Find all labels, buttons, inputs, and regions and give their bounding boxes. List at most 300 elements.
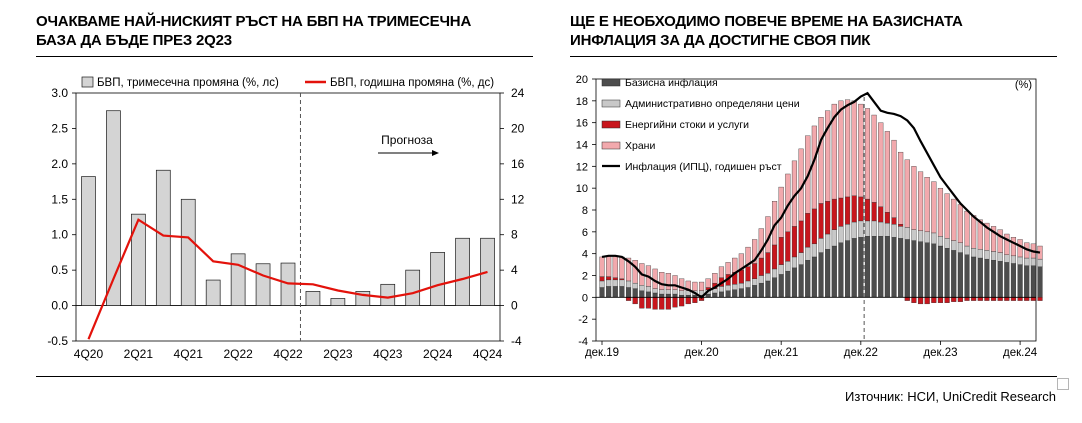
core-inflation-bar (839, 243, 844, 298)
corner-marker (1057, 378, 1069, 390)
legend-label-line: БВП, годишна промяна (%, дс) (330, 77, 495, 89)
energy-bar (958, 297, 963, 301)
energy-bar (779, 237, 784, 264)
admin-prices-bar (799, 253, 804, 265)
admin-prices-bar (746, 281, 751, 288)
food-bar (965, 211, 970, 246)
food-bar (693, 282, 698, 291)
admin-prices-bar (892, 224, 897, 237)
core-inflation-bar (998, 261, 1003, 297)
admin-prices-bar (985, 250, 990, 259)
core-inflation-bar (1024, 266, 1029, 298)
food-bar (878, 123, 883, 207)
admin-prices-bar (878, 222, 883, 236)
admin-prices-bar (998, 253, 1003, 262)
left-axis-label: 2.0 (51, 156, 68, 171)
admin-prices-bar (779, 265, 784, 275)
energy-bar (1011, 297, 1016, 300)
energy-bar (606, 277, 611, 280)
food-bar (732, 258, 737, 272)
food-bar (918, 172, 923, 231)
admin-prices-bar (639, 285, 644, 290)
energy-bar (812, 209, 817, 244)
core-inflation-bar (931, 244, 936, 297)
admin-prices-bar (653, 289, 658, 293)
core-inflation-bar (606, 286, 611, 297)
core-inflation-bar (712, 293, 717, 297)
y-axis-label: 4 (581, 248, 588, 261)
food-bar (971, 215, 976, 248)
admin-prices-bar (1004, 255, 1009, 263)
admin-prices-bar (965, 246, 970, 255)
gdp-qoq-bar (481, 238, 495, 305)
admin-prices-bar (732, 284, 737, 289)
admin-prices-bar (719, 286, 724, 291)
legend-admin-swatch (602, 100, 620, 107)
bottom-rule (36, 376, 1057, 377)
core-inflation-bar (792, 268, 797, 297)
core-inflation-bar (858, 237, 863, 297)
energy-bar (832, 199, 837, 230)
food-bar (951, 199, 956, 240)
admin-prices-bar (898, 226, 903, 238)
unit-label: (%) (1014, 79, 1032, 91)
core-inflation-bar (600, 288, 605, 298)
admin-prices-bar (613, 280, 618, 287)
energy-bar (938, 297, 943, 302)
energy-bar (799, 221, 804, 253)
admin-prices-bar (819, 238, 824, 252)
food-bar (872, 115, 877, 202)
gdp-qoq-bar (231, 254, 245, 306)
energy-bar (819, 203, 824, 238)
legend-admin-label: Административно определяни цени (625, 98, 800, 110)
admin-prices-bar (918, 231, 923, 242)
y-axis-label: 20 (575, 74, 588, 86)
core-inflation-bar (726, 291, 731, 298)
food-bar (1004, 234, 1009, 255)
core-inflation-bar (852, 238, 857, 297)
core-inflation-bar (978, 258, 983, 297)
gdp-qoq-bar (406, 270, 420, 305)
left-axis-label: -0.5 (47, 334, 68, 348)
admin-prices-bar (679, 291, 684, 295)
energy-bar (839, 198, 844, 226)
admin-prices-bar (805, 247, 810, 260)
admin-prices-bar (620, 280, 625, 287)
energy-bar (659, 297, 664, 309)
y-axis-label: 18 (575, 95, 588, 108)
core-inflation-bar (1004, 262, 1009, 297)
y-axis-label: 10 (575, 183, 588, 196)
core-inflation-bar (706, 294, 711, 297)
food-bar (606, 256, 611, 277)
core-inflation-bar (872, 236, 877, 297)
core-inflation-bar (912, 241, 917, 298)
x-axis-label: дек.23 (923, 347, 958, 359)
energy-bar (872, 202, 877, 221)
food-bar (699, 282, 704, 291)
gdp-qoq-bar (156, 170, 170, 305)
left-axis-label: 1.0 (51, 227, 68, 242)
core-inflation-bar (1011, 263, 1016, 297)
left-axis-label: 2.5 (51, 121, 68, 136)
gdp-qoq-bar (331, 298, 345, 305)
core-inflation-bar (666, 294, 671, 297)
food-bar (659, 272, 664, 289)
admin-prices-bar (666, 290, 671, 294)
energy-bar (666, 297, 671, 309)
admin-prices-bar (1038, 259, 1043, 267)
admin-prices-bar (991, 251, 996, 260)
core-inflation-bar (739, 289, 744, 298)
admin-prices-bar (766, 273, 771, 281)
energy-bar (639, 297, 644, 308)
energy-bar (898, 224, 903, 226)
admin-prices-bar (845, 224, 850, 240)
energy-bar (785, 232, 790, 261)
core-inflation-bar (746, 288, 751, 298)
admin-prices-bar (931, 233, 936, 244)
x-axis-label: дек.21 (764, 347, 799, 359)
energy-bar (865, 199, 870, 221)
core-inflation-bar (639, 291, 644, 298)
admin-prices-bar (785, 261, 790, 271)
energy-bar (998, 297, 1003, 300)
x-axis-label: дек.19 (584, 347, 620, 359)
admin-prices-bar (673, 290, 678, 294)
core-inflation-bar (819, 253, 824, 298)
legend-food-label: Храни (625, 140, 656, 152)
forecast-annotation: Прогноза (381, 133, 433, 147)
admin-prices-bar (633, 283, 638, 288)
right-axis-label: 0 (511, 298, 518, 313)
core-inflation-bar (985, 259, 990, 297)
legend-core-swatch (602, 79, 620, 86)
right-axis-label: 20 (511, 121, 525, 136)
energy-bar (1031, 297, 1036, 300)
admin-prices-bar (1031, 258, 1036, 266)
x-axis-label: 2Q21 (123, 347, 154, 361)
legend-cpi-label: Инфлация (ИПЦ), годишен ръст (625, 161, 782, 173)
core-inflation-bar (938, 246, 943, 297)
y-axis-label: -2 (578, 314, 588, 327)
core-inflation-bar (659, 294, 664, 297)
admin-prices-bar (646, 286, 651, 291)
admin-prices-bar (885, 223, 890, 236)
admin-prices-bar (626, 281, 631, 288)
energy-bar (1038, 297, 1043, 300)
admin-prices-bar (792, 257, 797, 268)
food-bar (839, 101, 844, 198)
admin-prices-bar (739, 283, 744, 288)
left-axis-label: 0.0 (51, 298, 68, 313)
gdp-qoq-bar (206, 280, 220, 306)
y-axis-label: 6 (581, 226, 588, 239)
y-axis-label: 0 (581, 292, 588, 305)
core-inflation-bar (673, 294, 678, 297)
admin-prices-bar (726, 285, 731, 290)
gdp-qoq-bar (181, 199, 195, 305)
right-axis-label: 4 (511, 263, 518, 278)
food-bar (712, 273, 717, 283)
energy-bar (772, 245, 777, 269)
food-bar (633, 260, 638, 283)
core-inflation-bar (865, 236, 870, 297)
left-title-line-2: БАЗА ДА БЪДЕ ПРЕЗ 2Q23 (36, 32, 232, 49)
x-axis-label: дек.22 (843, 347, 878, 359)
core-inflation-bar (759, 283, 764, 297)
admin-prices-bar (938, 236, 943, 246)
energy-bar (752, 263, 757, 278)
core-inflation-bar (646, 292, 651, 297)
food-bar (938, 188, 943, 236)
energy-bar (766, 253, 771, 274)
core-inflation-bar (766, 281, 771, 297)
x-axis-label: 4Q22 (273, 347, 303, 361)
food-bar (845, 100, 850, 197)
energy-bar (1024, 297, 1029, 300)
energy-bar (792, 226, 797, 257)
core-inflation-bar (832, 246, 837, 297)
admin-prices-bar (772, 269, 777, 278)
food-bar (600, 257, 605, 277)
food-bar (620, 257, 625, 279)
right-axis-label: 8 (511, 227, 518, 242)
energy-bar (905, 297, 910, 300)
core-inflation-bar (1038, 267, 1043, 298)
source-note: Източник: НСИ, UniCredit Research (845, 389, 1056, 404)
gdp-qoq-bar (81, 177, 95, 306)
core-inflation-bar (1018, 265, 1023, 298)
energy-bar (739, 270, 744, 283)
food-bar (892, 140, 897, 218)
gdp-qoq-bar (431, 252, 445, 305)
energy-bar (633, 297, 638, 304)
admin-prices-bar (958, 243, 963, 253)
x-axis-label: 2Q22 (223, 347, 253, 361)
food-bar (885, 131, 890, 212)
energy-bar (965, 297, 970, 300)
admin-prices-bar (606, 280, 611, 287)
core-inflation-bar (719, 292, 724, 297)
left-axis-label: 1.5 (51, 192, 68, 207)
right-axis-label: 12 (511, 192, 525, 207)
x-axis-label: 4Q21 (173, 347, 203, 361)
food-bar (945, 194, 950, 239)
energy-bar (613, 278, 618, 280)
food-bar (998, 230, 1003, 253)
admin-prices-bar (839, 226, 844, 242)
energy-bar (626, 297, 631, 300)
energy-bar (978, 297, 983, 300)
food-bar (865, 108, 870, 199)
food-bar (931, 182, 936, 233)
food-bar (726, 262, 731, 274)
y-axis-label: -4 (578, 336, 588, 348)
admin-prices-bar (945, 238, 950, 248)
energy-bar (892, 218, 897, 225)
energy-bar (759, 258, 764, 275)
energy-bar (679, 297, 684, 306)
core-inflation-bar (799, 265, 804, 298)
energy-bar (646, 297, 651, 308)
core-inflation-bar (779, 274, 784, 297)
food-bar (812, 126, 817, 209)
legend-label-bar: БВП, тримесечна промяна (%, лс) (97, 77, 279, 89)
core-inflation-bar (620, 286, 625, 297)
core-inflation-bar (845, 241, 850, 298)
energy-bar (991, 297, 996, 300)
y-axis-label: 8 (581, 205, 588, 217)
energy-bar (985, 297, 990, 300)
energy-bar (845, 197, 850, 224)
core-inflation-bar (958, 253, 963, 298)
core-inflation-bar (805, 260, 810, 297)
right-title-line-1: ЩЕ Е НЕОБХОДИМО ПОВЕЧЕ ВРЕМЕ НА БАЗИСНАТА (570, 13, 963, 30)
admin-prices-bar (912, 230, 917, 241)
legend-swatch-bar (82, 77, 93, 87)
y-axis-label: 14 (575, 139, 588, 152)
right-axis-label: 24 (511, 86, 525, 100)
y-axis-label: 2 (581, 270, 588, 283)
core-inflation-bar (892, 237, 897, 297)
food-bar (898, 152, 903, 224)
energy-bar (852, 196, 857, 222)
core-inflation-bar (626, 288, 631, 298)
food-bar (905, 160, 910, 228)
core-inflation-bar (772, 278, 777, 298)
food-bar (666, 273, 671, 289)
food-bar (719, 267, 724, 278)
core-inflation-bar (825, 249, 830, 297)
energy-bar (1004, 297, 1009, 300)
left-title-line-1: ОЧАКВАМЕ НАЙ-НИСКИЯТ РЪСТ НА БВП НА ТРИМЕСЕЧНА (36, 13, 472, 30)
x-axis-label: 2Q23 (323, 347, 353, 361)
energy-bar (825, 201, 830, 234)
x-axis-label: 4Q20 (73, 347, 104, 361)
legend-core-label: Базисна инфлация (625, 77, 718, 89)
core-inflation-bar (918, 242, 923, 298)
admin-prices-bar (600, 281, 605, 288)
energy-bar (686, 297, 691, 304)
left-axis-label: 0.5 (51, 263, 68, 278)
left-axis-label: 3.0 (51, 86, 68, 100)
admin-prices-bar (1018, 257, 1023, 265)
energy-bar (653, 297, 658, 309)
admin-prices-bar (858, 221, 863, 237)
energy-bar (600, 277, 605, 281)
core-inflation-bar (613, 286, 618, 297)
x-axis-label: 2Q24 (422, 347, 453, 361)
left-gdp-chart (0, 0, 545, 370)
y-axis-label: 16 (575, 117, 588, 130)
energy-bar (693, 297, 698, 302)
core-inflation-bar (1031, 266, 1036, 298)
energy-bar (746, 267, 751, 281)
forecast-arrow-head (432, 150, 439, 156)
energy-bar (673, 297, 678, 307)
energy-bar (931, 297, 936, 302)
admin-prices-bar (1011, 256, 1016, 264)
gdp-qoq-bar (131, 214, 145, 305)
admin-prices-bar (825, 234, 830, 249)
energy-bar (878, 207, 883, 222)
admin-prices-bar (925, 232, 930, 243)
food-bar (1018, 239, 1023, 256)
energy-bar (805, 213, 810, 247)
gdp-qoq-bar (306, 291, 320, 305)
admin-prices-bar (852, 222, 857, 238)
core-inflation-bar (965, 255, 970, 298)
food-bar (912, 166, 917, 229)
admin-prices-bar (905, 227, 910, 239)
admin-prices-bar (832, 230, 837, 246)
admin-prices-bar (872, 221, 877, 236)
admin-prices-bar (978, 249, 983, 258)
food-bar (858, 104, 863, 197)
core-inflation-bar (812, 257, 817, 297)
right-axis-label: -4 (511, 334, 522, 348)
admin-prices-bar (759, 276, 764, 284)
right-axis-label: 16 (511, 156, 525, 171)
food-bar (852, 101, 857, 196)
admin-prices-bar (865, 221, 870, 236)
legend-energy-label: Енергийни стоки и услуги (625, 119, 750, 131)
x-axis-label: дек.20 (684, 347, 719, 359)
core-inflation-bar (898, 238, 903, 297)
core-inflation-bar (785, 271, 790, 297)
gdp-qoq-bar (456, 238, 470, 305)
food-bar (819, 117, 824, 203)
food-bar (613, 256, 618, 278)
gdp-qoq-bar (256, 264, 270, 306)
core-inflation-bar (878, 236, 883, 297)
legend-food-swatch (602, 142, 620, 149)
energy-bar (951, 297, 956, 301)
core-inflation-bar (991, 260, 996, 297)
gdp-qoq-bar (381, 284, 395, 305)
right-inflation-chart (545, 0, 1082, 370)
energy-bar (1018, 297, 1023, 300)
energy-bar (925, 297, 930, 304)
food-bar (958, 205, 963, 243)
admin-prices-bar (659, 290, 664, 294)
core-inflation-bar (633, 289, 638, 298)
core-inflation-bar (905, 239, 910, 297)
food-bar (779, 187, 784, 237)
right-title-line-2: ИНФЛАЦИЯ ЗА ДА ДОСТИГНЕ СВОЯ ПИК (570, 32, 871, 49)
food-bar (925, 177, 930, 232)
core-inflation-bar (945, 248, 950, 297)
legend-energy-swatch (602, 121, 620, 128)
core-inflation-bar (951, 250, 956, 297)
energy-bar (912, 297, 917, 302)
energy-bar (885, 212, 890, 223)
x-axis-label: 4Q24 (472, 347, 503, 361)
core-inflation-bar (732, 290, 737, 298)
food-bar (1011, 237, 1016, 256)
admin-prices-bar (752, 279, 757, 286)
food-bar (706, 279, 711, 288)
y-axis-label: 12 (575, 161, 588, 174)
admin-prices-bar (1024, 258, 1029, 266)
x-axis-label: дек.24 (1003, 347, 1038, 359)
energy-bar (971, 297, 976, 300)
core-inflation-bar (752, 285, 757, 297)
core-inflation-bar (971, 257, 976, 297)
x-axis-label: 4Q23 (373, 347, 403, 361)
